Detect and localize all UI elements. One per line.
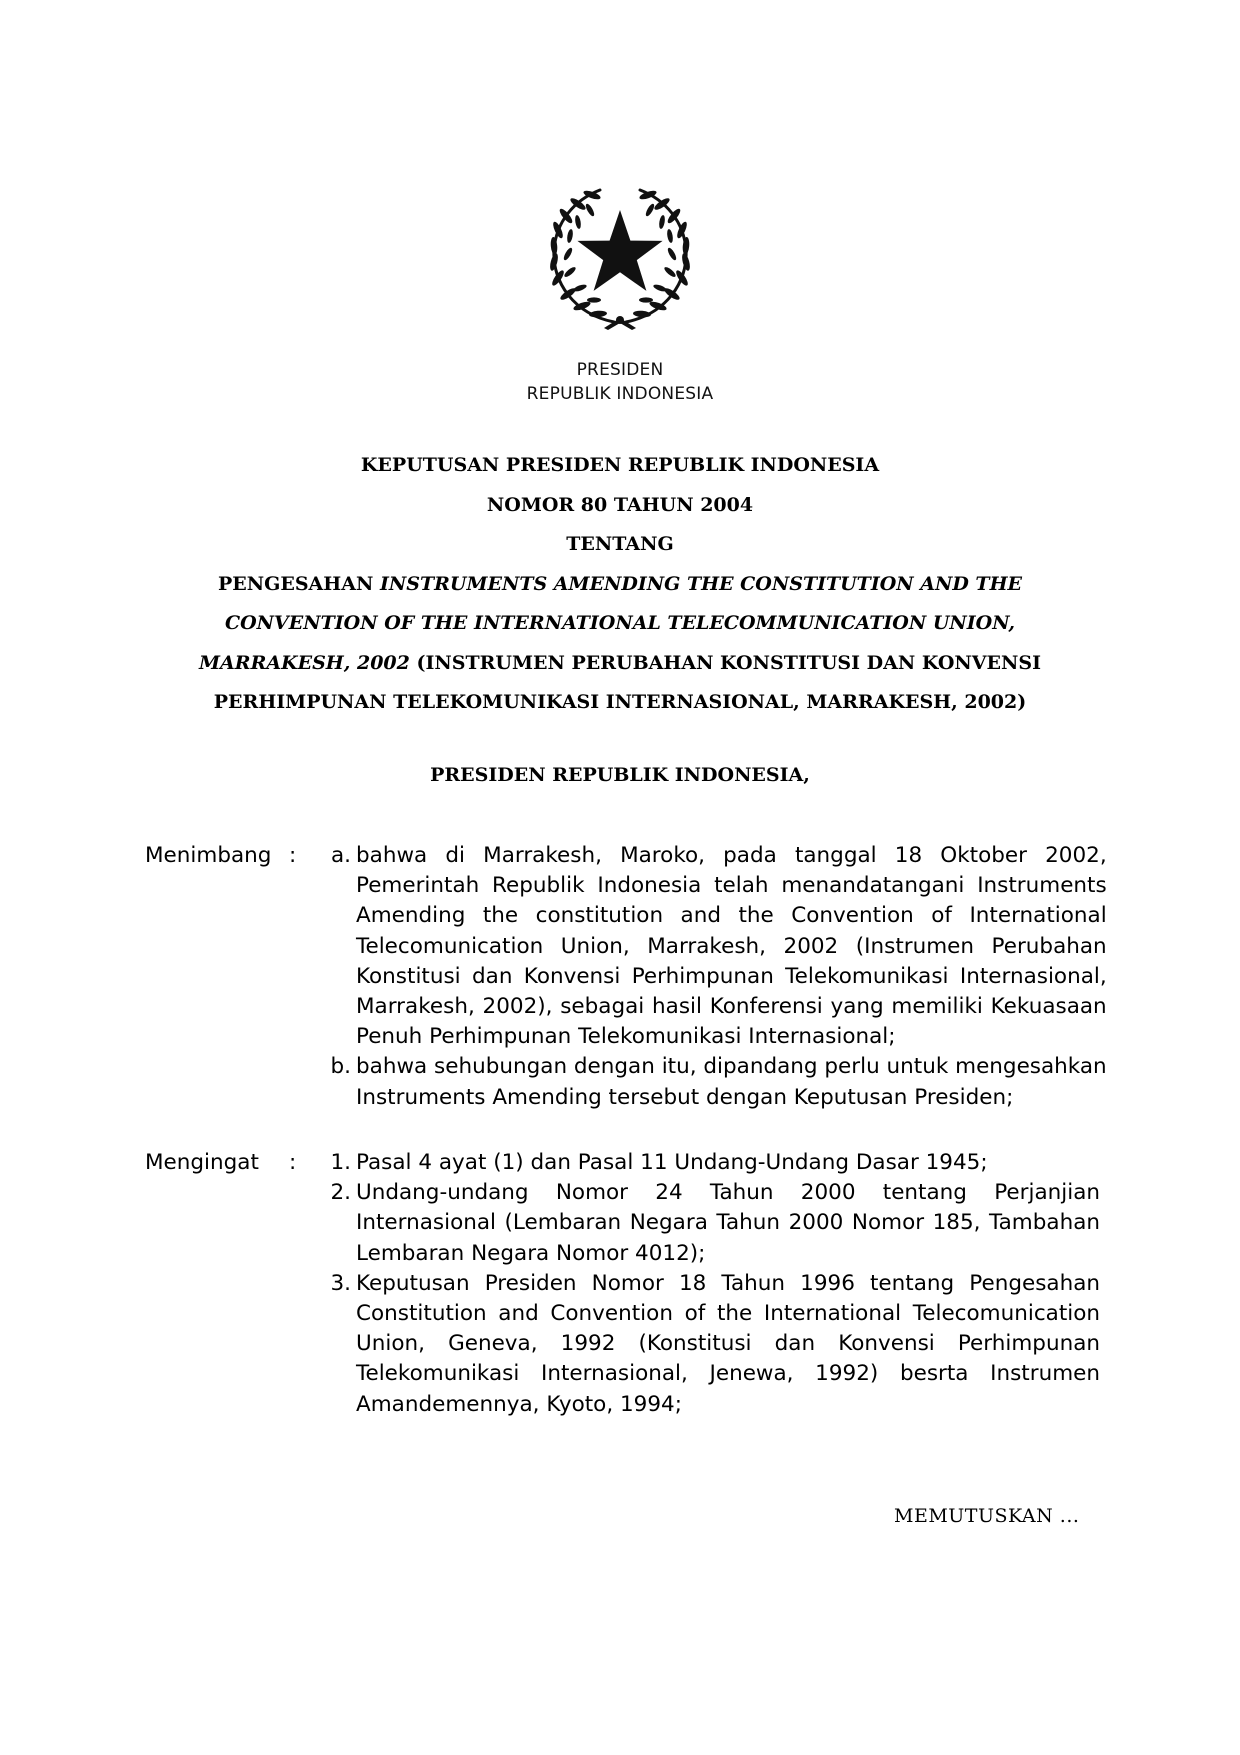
section-label: Menimbang bbox=[145, 843, 272, 868]
title-decree-number: NOMOR 80 TAHUN 2004 bbox=[486, 493, 754, 516]
title-subject-line4: PERHIMPUNAN TELEKOMUNIKASI INTERNASIONAL, MARRAKESH, 2002) bbox=[213, 691, 1027, 713]
page-continuation: MEMUTUSKAN ... bbox=[894, 1505, 1080, 1527]
list-item: 3. Keputusan Presiden Nomor 18 Tahun 1996 tentang Pengesahan Constitution and Convention of the International Telecomunication Union, Geneva, 1992 (Konstitusi dan Konvensi Perhimpunan Telekomunikasi Internasional, Jenewa, 1992) besrta Instrumen Amandemennya, Kyoto, 1994; bbox=[330, 1270, 1100, 1417]
list-item: b. bahwa sehubungan dengan itu, dipandang perlu untuk mengesahkan Instruments Amending tersebut dengan Keputusan Presiden; bbox=[330, 1054, 1107, 1110]
list-item: a. bahwa di Marrakesh, Maroko, pada tanggal 18 Oktober 2002, Pemerintah Republik Indonesia telah menandatangani Instruments Amending the constitution and the Convention of International Telecomunication Union, Marrakesh, 2002 (Instrumen Perubahan Konstitusi dan Konvensi Perhimpunan Telekomunikasi Internasional, Marrakesh, 2002), sebagai hasil Konferensi yang memiliki Kekuasaan Penuh Perhimpunan Telekomunikasi Internasional; bbox=[330, 843, 1107, 1050]
president-heading: PRESIDEN REPUBLIK INDONESIA, bbox=[430, 764, 810, 786]
decree-title bbox=[150, 446, 1090, 723]
menimbang-section bbox=[145, 841, 1107, 1113]
institution-name-line1: PRESIDEN bbox=[576, 360, 664, 380]
mengingat-section bbox=[145, 1148, 1100, 1420]
title-subject-line1: PENGESAHAN INSTRUMENTS AMENDING THE CONSTITUTION AND THE bbox=[217, 572, 1023, 595]
presidential-seal-icon bbox=[544, 182, 696, 334]
list-item: 1. Pasal 4 ayat (1) dan Pasal 11 Undang-Undang Dasar 1945; bbox=[330, 1150, 988, 1175]
list-item: 2. Undang-undang Nomor 24 Tahun 2000 tentang Perjanjian Internasional (Lembaran Negara Tahun 2000 Nomor 185, Tambahan Lembaran Negara Nomor 4012); bbox=[330, 1180, 1100, 1266]
title-subject-line2: CONVENTION OF THE INTERNATIONAL TELECOMMUNICATION UNION, bbox=[225, 612, 1015, 634]
institution-name-line2: REPUBLIK INDONESIA bbox=[526, 384, 714, 404]
title-decree-type: KEPUTUSAN PRESIDEN REPUBLIK INDONESIA bbox=[360, 454, 880, 476]
title-tentang: TENTANG bbox=[566, 533, 674, 555]
section-colon: : bbox=[289, 843, 297, 868]
title-subject-line3: MARRAKESH, 2002 (INSTRUMEN PERUBAHAN KONSTITUSI DAN KONVENSI bbox=[199, 651, 1041, 674]
section-colon: : bbox=[289, 1150, 297, 1175]
section-label: Mengingat bbox=[145, 1150, 259, 1175]
